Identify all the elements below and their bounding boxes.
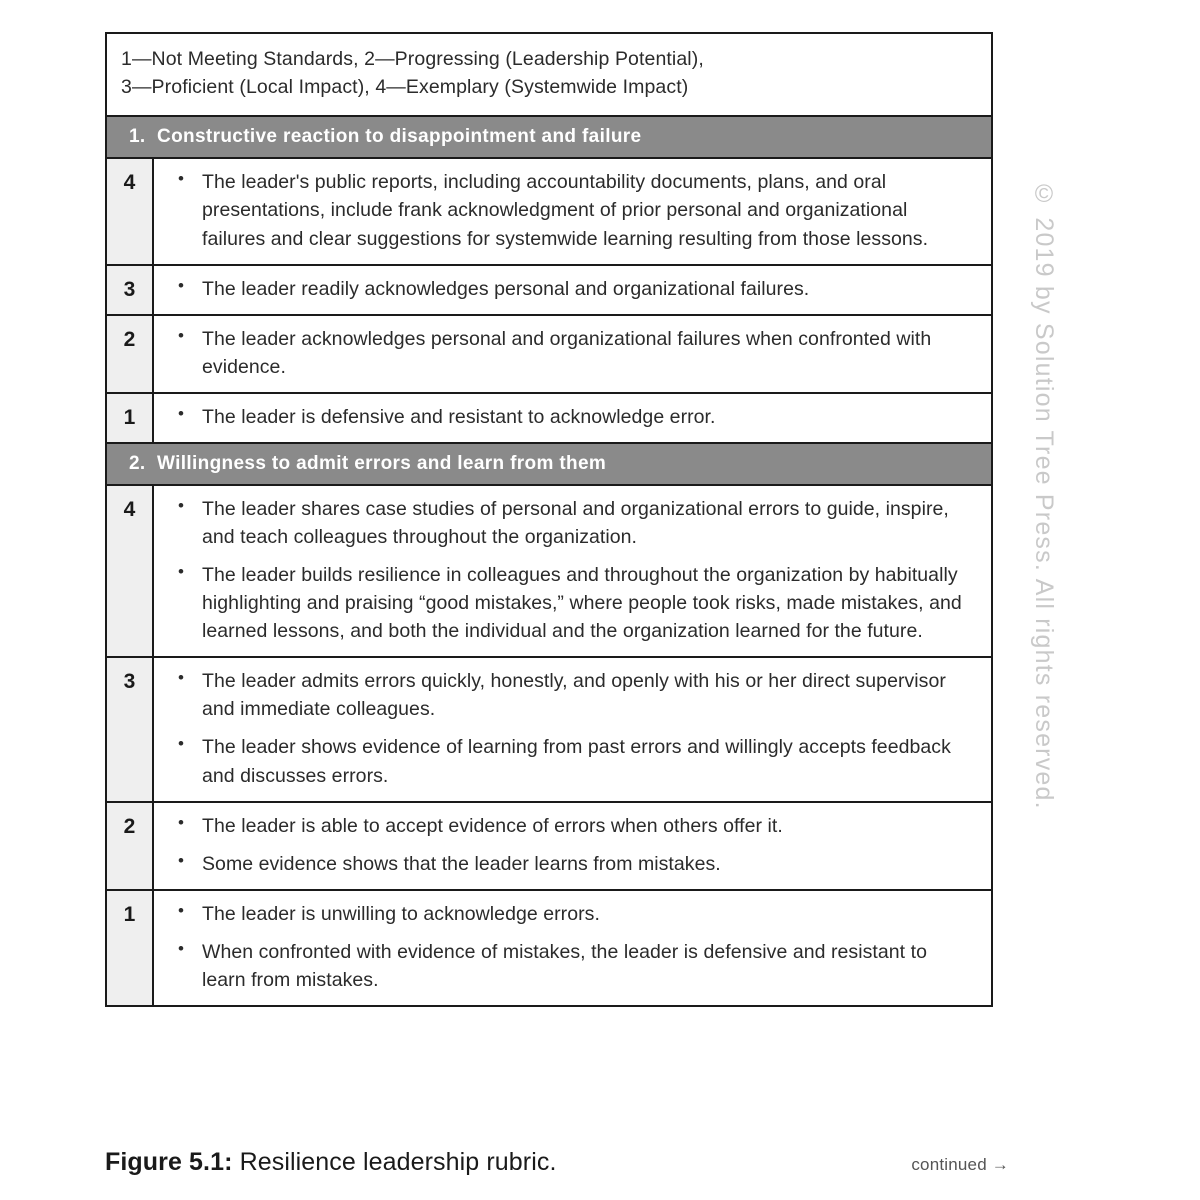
descriptor-bullet: • The leader shares case studies of personal and organizational errors to guide, inspire, and teach colleagues throughout the organization.	[172, 495, 975, 551]
rubric-row	[107, 159, 991, 265]
descriptor-list	[172, 403, 975, 431]
rubric-row	[107, 891, 991, 1005]
section-header-2	[107, 444, 991, 486]
score-cell: 4	[107, 486, 154, 656]
descriptor-bullet: • When confronted with evidence of mistakes, the leader is defensive and resistant to learn from mistakes.	[172, 938, 975, 994]
descriptor-cell	[154, 159, 991, 263]
descriptor-cell	[154, 394, 991, 442]
score-cell: 1	[107, 891, 154, 1005]
rubric-row	[107, 803, 991, 891]
descriptor-list	[172, 667, 975, 789]
descriptor-list	[172, 900, 975, 994]
score-cell: 4	[107, 159, 154, 263]
score-cell: 3	[107, 658, 154, 800]
figure-number-label: Figure 5.1:	[105, 1148, 233, 1176]
descriptor-bullet: • Some evidence shows that the leader learns from mistakes.	[172, 850, 975, 878]
descriptor-cell	[154, 803, 991, 889]
section-title-2: Willingness to admit errors and learn from them	[157, 452, 607, 474]
descriptor-bullet: • The leader is able to accept evidence of errors when others offer it.	[172, 812, 975, 840]
descriptor-bullet: • The leader readily acknowledges personal and organizational failures.	[172, 275, 975, 303]
rating-scale-legend-line-2: 3—Proficient (Local Impact), 4—Exemplary (Systemwide Impact)	[121, 75, 689, 98]
descriptor-list	[172, 325, 975, 381]
descriptor-bullet: • The leader acknowledges personal and organizational failures when confronted with evidence.	[172, 325, 975, 381]
descriptor-bullet: • The leader admits errors quickly, honestly, and openly with his or her direct supervisor and immediate colleagues.	[172, 667, 975, 723]
score-cell: 1	[107, 394, 154, 442]
figure-caption-bar	[105, 1148, 1015, 1177]
figure-caption	[105, 1148, 557, 1177]
descriptor-cell	[154, 266, 991, 314]
resilience-leadership-rubric-table	[105, 32, 993, 1007]
section-number-1: 1.	[129, 126, 146, 148]
descriptor-list	[172, 168, 975, 252]
score-cell: 3	[107, 266, 154, 314]
rubric-row	[107, 266, 991, 316]
rubric-row	[107, 658, 991, 802]
descriptor-cell	[154, 658, 991, 800]
descriptor-cell	[154, 891, 991, 1005]
descriptor-bullet: • The leader is defensive and resistant to acknowledge error.	[172, 403, 975, 431]
figure-title-label: Resilience leadership rubric.	[232, 1148, 557, 1176]
descriptor-cell	[154, 486, 991, 656]
rating-scale-legend-line-1: 1—Not Meeting Standards, 2—Progressing (Leadership Potential),	[121, 48, 704, 70]
descriptor-list	[172, 275, 975, 303]
rubric-row	[107, 394, 991, 444]
score-cell: 2	[107, 803, 154, 889]
descriptor-bullet: • The leader shows evidence of learning from past errors and willingly accepts feedback and discusses errors.	[172, 733, 975, 789]
descriptor-bullet: • The leader builds resilience in colleagues and throughout the organization by habitually highlighting and praising “good mistakes,” where people took risks, made mistakes, and learned lessons, and both the individual and the organization learned for the future.	[172, 561, 975, 645]
descriptor-bullet: • The leader's public reports, including accountability documents, plans, and oral presentations, include frank acknowledgment of prior personal and organizational failures and clear suggestions for systemwide learning resulting from those lessons.	[172, 168, 975, 252]
score-cell: 2	[107, 316, 154, 392]
descriptor-list	[172, 495, 975, 645]
section-header-1	[107, 117, 991, 159]
descriptor-bullet: • The leader is unwilling to acknowledge errors.	[172, 900, 975, 928]
rating-scale-legend	[107, 34, 991, 117]
section-title-1: Constructive reaction to disappointment and failure	[157, 126, 642, 148]
section-number-2: 2.	[129, 452, 146, 474]
rubric-row	[107, 486, 991, 658]
rubric-row	[107, 316, 991, 394]
descriptor-list	[172, 812, 975, 878]
descriptor-cell	[154, 316, 991, 392]
continued-label: continued →	[911, 1155, 1009, 1174]
copyright-watermark: © 2019 by Solution Tree Press. All rights reserved.	[1030, 180, 1058, 810]
